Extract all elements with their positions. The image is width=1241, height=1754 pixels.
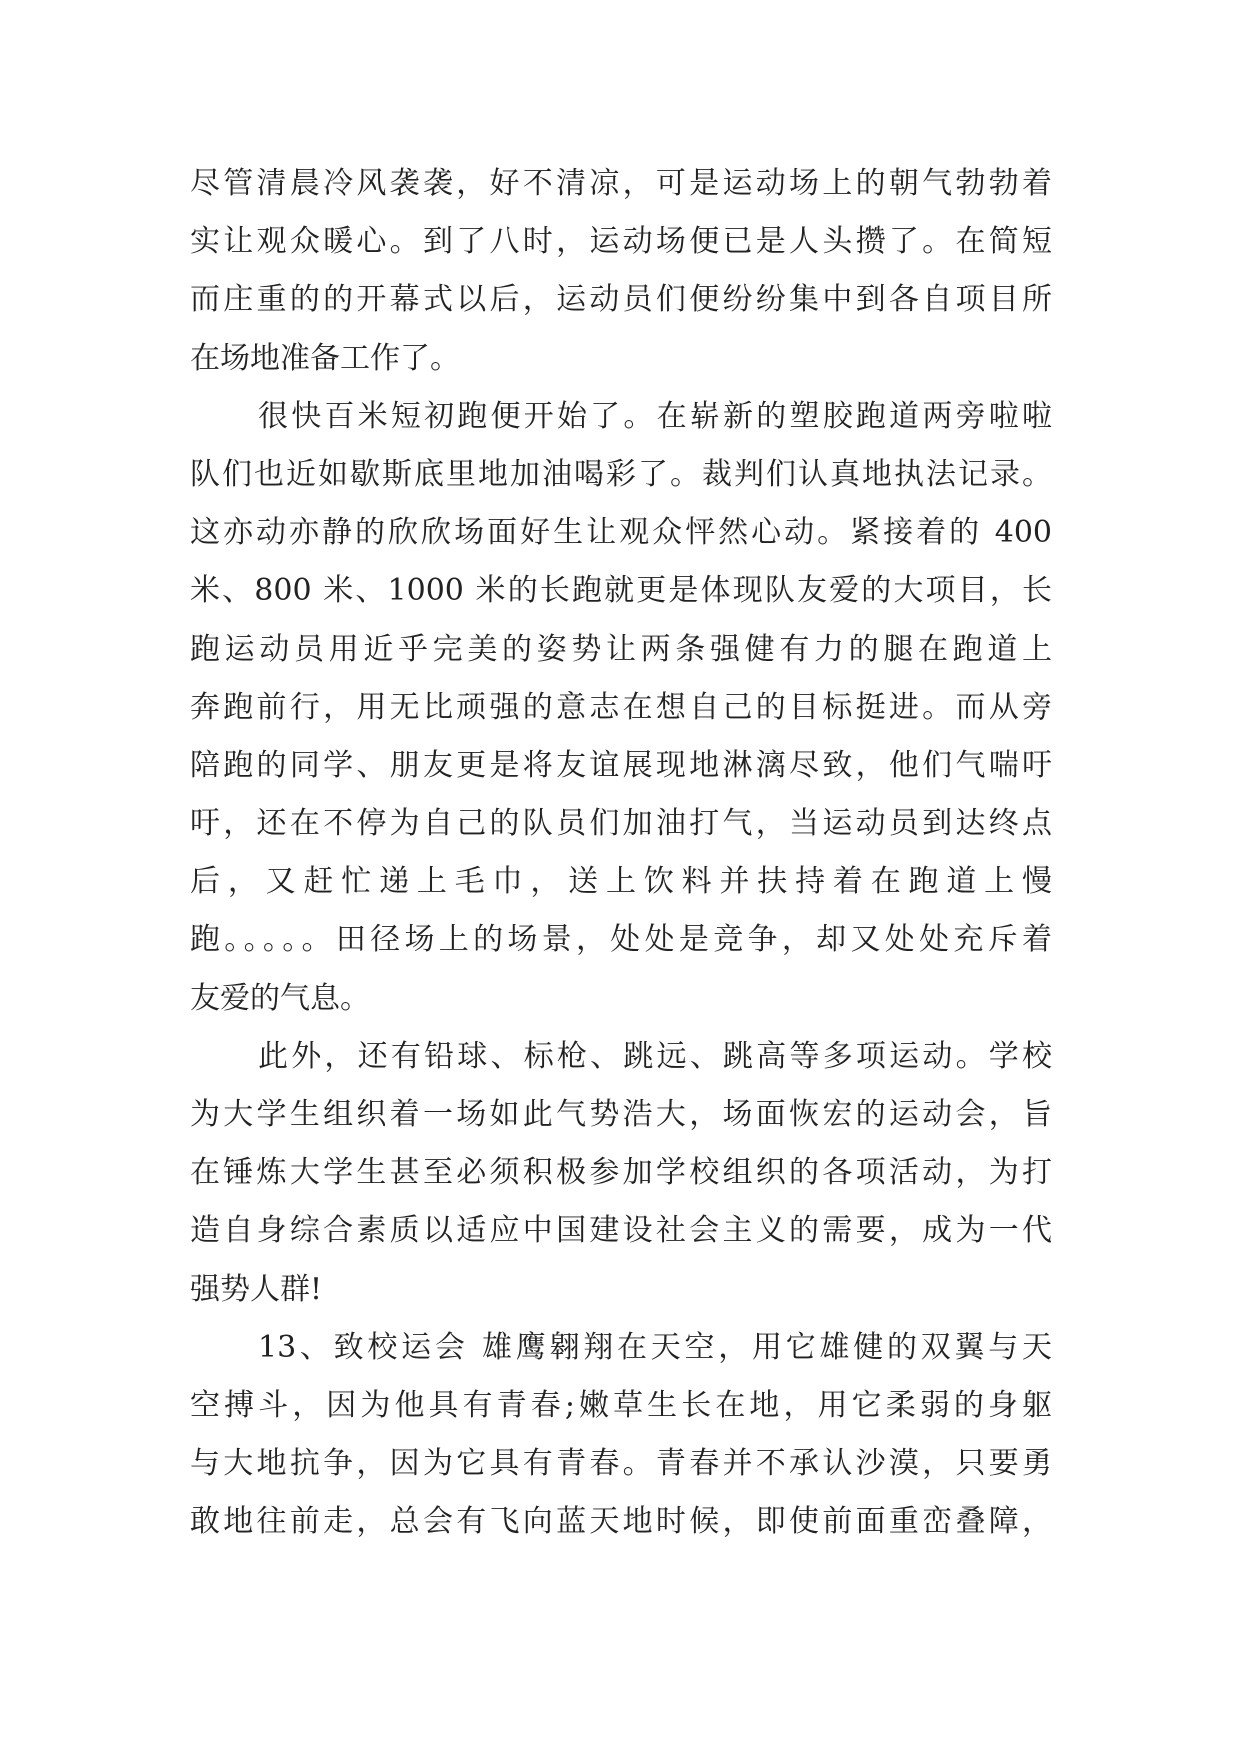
paragraph-first-line: 13、致校运会 雄鹰翱翔在天空，用它雄健的双翼与天 <box>258 1329 1052 1365</box>
text-line: 为大学生组织着一场如此气势浩大，场面恢宏的运动会，旨 <box>190 1097 1052 1132</box>
text-line: 在锤炼大学生甚至必须积极参加学校组织的各项活动，为打 <box>190 1155 1052 1191</box>
text-line: 吁，还在不停为自己的队员们加油打气，当运动员到达终点 <box>190 806 1052 842</box>
text-line: 尽管清晨冷风袭袭，好不清凉，可是运动场上的朝气勃勃着 <box>190 166 1052 201</box>
text-line: 友爱的气息。 <box>190 980 370 1016</box>
text-line: 陪跑的同学、朋友更是将友谊展现地淋漓尽致，他们气喘吁 <box>190 747 1052 783</box>
text-line: 与大地抗争，因为它具有青春。青春并不承认沙漠，只要勇 <box>190 1446 1052 1482</box>
paragraph-first-line: 很快百米短初跑便开始了。在崭新的塑胶跑道两旁啦啦 <box>258 398 1052 434</box>
text-line: 队们也近如歇斯底里地加油喝彩了。裁判们认真地执法记录。 <box>190 456 1052 492</box>
text-line: 后，又赶忙递上毛巾，送上饮料并扶持着在跑道上慢 <box>190 864 1052 900</box>
text-line: 强势人群! <box>190 1271 323 1307</box>
text-line: 敢地往前走，总会有飞向蓝天地时候，即使前面重峦叠障， <box>190 1504 1052 1540</box>
text-line: 而庄重的的开幕式以后，运动员们便纷纷集中到各自项目所 <box>190 282 1052 318</box>
document-body <box>190 155 1052 1552</box>
text-line: 造自身综合素质以适应中国建设社会主义的需要，成为一代 <box>190 1213 1052 1249</box>
paragraph-first-line: 此外，还有铅球、标枪、跳远、跳高等多项运动。学校 <box>258 1038 1052 1074</box>
text-line: 这亦动亦静的欣欣场面好生让观众怦然心动。紧接着的 400 <box>190 515 1052 551</box>
text-line: 在场地准备工作了。 <box>190 340 460 376</box>
text-line: 跑。。。。。田径场上的场景，处处是竞争，却又处处充斥着 <box>190 922 1052 958</box>
text-line: 实让观众暖心。到了八时，运动场便已是人头攒了。在简短 <box>190 224 1052 260</box>
text-line: 空搏斗，因为他具有青春;嫩草生长在地，用它柔弱的身躯 <box>190 1387 1052 1423</box>
text-line: 米、800 米、1000 米的长跑就更是体现队友爱的大项目，长 <box>190 573 1052 609</box>
text-line: 跑运动员用近乎完美的姿势让两条强健有力的腿在跑道上 <box>190 631 1052 667</box>
text-line: 奔跑前行，用无比顽强的意志在想自己的目标挺进。而从旁 <box>190 689 1052 725</box>
